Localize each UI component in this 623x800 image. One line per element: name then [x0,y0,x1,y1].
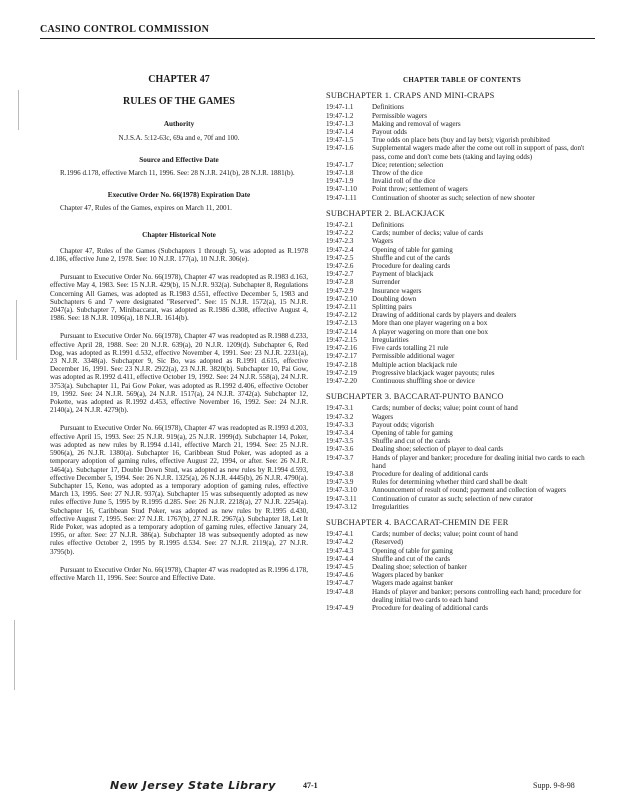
toc-entry [326,377,598,385]
toc-entry [326,486,598,494]
section-number: 19:47-4.3 [326,546,354,555]
section-number: 19:47-2.18 [326,360,357,369]
toc-subchapter [326,519,598,612]
section-title: Cards; number of decks; value; point count of hand [372,530,518,539]
section-number: 19:47-3.12 [326,502,357,511]
section-title: Irregularities [372,335,409,344]
toc-entry [326,563,598,571]
toc-entry [326,495,598,503]
section-number: 19:47-2.16 [326,344,357,353]
section-number: 19:47-2.10 [326,294,357,303]
section-title: Cards; number of decks; value; point count of hand [372,404,518,413]
section-number: 19:47-1.11 [326,193,357,202]
toc-entry [326,538,598,546]
toc-entry [326,470,598,478]
toc-entry [326,136,598,144]
toc-entry [326,421,598,429]
chapter-number: CHAPTER 47 [148,74,210,85]
section-title: Opening of table for gaming [372,546,453,555]
section-number: 19:47-3.10 [326,486,357,495]
toc-entry [326,177,598,185]
section-title: A player wagering on more than one box [372,327,489,336]
section-title: Five cards totalling 21 rule [372,344,449,353]
toc-entry [326,169,598,177]
margin-mark [18,90,19,130]
section-number: 19:47-3.11 [326,494,357,503]
authority-heading: Authority [163,120,195,129]
section-title: Making and removal of wagers [372,119,461,128]
toc-entry [326,369,598,377]
toc-body [326,92,598,612]
section-number: 19:47-1.10 [326,185,357,194]
toc-entry [326,161,598,169]
section-title: Payment of blackjack [372,270,434,279]
section-title: More than one player wagering on a box [372,319,488,328]
section-title: Shuffle and cut of the cards [372,253,451,262]
toc-entry [326,128,598,136]
toc-entry [326,254,598,262]
section-number: 19:47-4.1 [326,530,354,539]
section-number: 19:47-2.17 [326,352,357,361]
section-number: 19:47-4.4 [326,554,354,563]
toc-entry [326,445,598,453]
toc-entry [326,237,598,245]
left-column [50,76,308,592]
section-title: Continuation of shooter as such; selection of new shooter [372,193,535,202]
section-title: Cards; number of decks; value of cards [372,229,484,238]
toc-entry [326,112,598,120]
section-title: Wagers [372,412,394,421]
section-title: Progressive blackjack wager payouts; rules [372,368,495,377]
section-title: Permissible wagers [372,111,427,120]
section-number: 19:47-4.6 [326,571,354,580]
section-title: Continuation of curator as such; selection of new curator [372,494,534,503]
section-title: Splitting pairs [372,303,413,312]
section-title: Point throw; settlement of wagers [372,185,468,194]
history-paragraph: Pursuant to Executive Order No. 66(1978), Chapter 47 was readopted as R.1996 d.178, effective March 11, 1996. See: Source and Effective Date. [50,565,308,582]
section-title: Drawing of additional cards by players and dealers [372,311,517,320]
section-title: Supplemental wagers made after the come out roll in support of pass, don't pass, come and don't come bets (taking and laying odds) [372,144,585,161]
toc-entry [326,404,598,412]
toc-subchapter [326,393,598,511]
toc-entry [326,278,598,286]
expiration-heading: Executive Order No. 66(1978) Expiration Date [107,191,251,200]
toc-entry [326,144,598,160]
section-title: Shuffle and cut of the cards [372,437,451,446]
section-title: Continuous shuffling shoe or device [372,376,475,385]
supplement-date: Supp. 9-8-98 [533,781,575,790]
toc-subchapter [326,92,598,202]
section-number: 19:47-2.7 [326,270,354,279]
toc-entry [326,287,598,295]
section-title: Invalid roll of the dice [372,177,436,186]
toc-entry [326,437,598,445]
toc-subchapter [326,210,598,385]
subchapter-title: SUBCHAPTER 1. CRAPS AND MINI-CRAPS [326,91,495,101]
toc-entry [326,246,598,254]
subchapter-title: SUBCHAPTER 4. BACCARAT-CHEMIN DE FER [326,517,509,527]
history-paragraph: Pursuant to Executive Order No. 66(1978), Chapter 47 was readopted as R.1988 d.233, effective April 28, 1988. See: 20 N.J.R. 639(a), 20 N.J.R. 1209(d). Subchapter 6, Red Dog, was adopted as R.1991 d.532, effective November 4, 1991. See: 23 N.J.R. 2231(a), 23 N.J.R. 3348(a). Subchapter 9, Sic Bo, was adopted as R.1991 d.615, effective December 16, 1991. See: 23 N.J.R. 2922(a), 23 N.J.R. 3820(b). Subchapter 10, Pai Gow, was adopted as R.1992 d.411, effective October 19, 1992. See: 24 N.J.R. 558(a), 24 N.J.R. 3753(a). Subchapter 11, Pai Gow Poker, was adopted as R.1992 d.406, effective October 19, 1992. See: 24 N.J.R. 569(a), 24 N.J.R. 1517(a), 24 N.J.R. 3742(a). Subchapter 12, Pokette, was adopted as R.1992 d.453, effective November 16, 1992. See: 24 N.J.R. 2140(a), 24 N.J.R. 4279(b). [50,332,308,415]
toc-entry [326,336,598,344]
toc-entry [326,295,598,303]
source-text: R.1996 d.178, effective March 11, 1996. See: 28 N.J.R. 241(b), 28 N.J.R. 1881(b). [60,169,295,178]
section-title: Payout odds [372,128,407,137]
section-title: Procedure for dealing cards [372,262,451,271]
toc-entry [326,429,598,437]
section-title: Procedure for dealing of additional cards [372,603,489,612]
section-number: 19:47-2.9 [326,286,354,295]
section-number: 19:47-4.2 [326,538,354,547]
section-title: Hands of player and banker; procedure for dealing initial two cards to each hand [372,453,585,470]
section-title: Doubling down [372,294,417,303]
section-number: 19:47-2.1 [326,221,354,230]
toc-entry [326,555,598,563]
toc-entry [326,454,598,470]
section-number: 19:47-2.12 [326,311,357,320]
toc-entry [326,547,598,555]
margin-mark [14,620,15,690]
expiration-text: Chapter 47, Rules of the Games, expires on March 11, 2001. [60,204,232,213]
section-title: Wagers made against banker [372,579,454,588]
section-number: 19:47-3.5 [326,437,354,446]
section-number: 19:47-3.9 [326,478,354,487]
table-of-contents [326,76,598,620]
section-title: Surrender [372,278,400,287]
header-rule [40,38,595,39]
toc-entry [326,319,598,327]
section-number: 19:47-2.14 [326,327,357,336]
section-number: 19:47-1.8 [326,169,354,178]
toc-entry [326,194,598,202]
section-title: Dealing shoe; selection of banker [372,562,467,571]
toc-entry [326,571,598,579]
section-title: Opening of table for gaming [372,245,453,254]
toc-entry [326,588,598,604]
section-number: 19:47-2.3 [326,237,354,246]
section-number: 19:47-1.6 [326,144,354,153]
history-paragraph: Chapter 47, Rules of the Games (Subchapters 1 through 5), was adopted as R.1978 d.186, effective June 2, 1978. See: 10 N.J.R. 177(a), 10 N.J.R. 306(e). [50,246,308,264]
section-number: 19:47-2.11 [326,303,357,312]
history-paragraph: Pursuant to Executive Order No. 66(1978), Chapter 47 was readopted as R.1993 d.203, effective April 15, 1993. See: 25 N.J.R. 919(a), 25 N.J.R. 1999(d). Subchapter 14, Poker, was adopted as new rules by R.1994 d.141, effective March 21, 1994. See: 25 N.J.R. 5906(a), 26 N.J.R. 1380(a). Subchapter 16, Caribbean Stud Poker, was adopted as a temporary adoption of gaming rules, effective August 22, 1994, or after. See: 26 N.J.R. 3464(a). Subchapter 17, Double Down Stud, was adopted as new rules by R.1994 d.593, effective December 5, 1994. See: 26 N.J.R. 1325(a), 26 N.J.R. 4445(b), 26 N.J.R. 4790(a). Subchapter 15, Keno, was adopted as a temporary adoption of gaming rules, effective March 13, 1995. See: 27 N.J.R. 937(a). Subchapter 15 was subsequently adopted as new rules effective June 5, 1995 by R.1995 d.285. See: 26 N.J.R. 2218(a), 27 N.J.R. 2254(a). Subchapter 16, Caribbean Stud Poker, was adopted as new rules by R.1995 d.430, effective August 7, 1995. See: 27 N.J.R. 1767(b), 27 N.J.R. 2967(a). Subchapter 18, Let It Ride Poker, was adopted as a temporary adoption of gaming rules, effective January 24, 1995, or after. See: 27 N.J.R. 386(a). Subchapter 18 was subsequently adopted as new rules effective October 2, 1995 by R.1995 d.534. See: 27 N.J.R. 2119(a), 27 N.J.R. 3795(b). [50,424,308,556]
section-number: 19:47-2.4 [326,245,354,254]
toc-entry [326,262,598,270]
section-number: 19:47-2.8 [326,278,354,287]
toc-entry [326,579,598,587]
history-heading: Chapter Historical Note [142,230,216,239]
authority-text: N.J.S.A. 5:12-63c, 69a and e, 70f and 100. [118,133,240,142]
section-number: 19:47-1.4 [326,128,354,137]
library-stamp: New Jersey State Library [110,779,276,792]
toc-entry [326,120,598,128]
section-number: 19:47-3.3 [326,420,354,429]
section-title: Opening of table for gaming [372,428,453,437]
toc-entry [326,413,598,421]
section-number: 19:47-4.8 [326,587,354,596]
section-number: 19:47-3.4 [326,428,354,437]
section-number: 19:47-1.2 [326,111,354,120]
section-title: True odds on place bets (buy and lay bets); vigorish prohibited [372,136,550,145]
history-paragraph: Pursuant to Executive Order No. 66(1978), Chapter 47 was readopted as R.1983 d.163, effective May 4, 1983. See: 15 N.J.R. 429(b), 15 N.J.R. 932(a). Subchapter 8, Regulations Concerning All Games, was adopted as R.1983 d.551, effective December 5, 1983 and Subchapters 6 and 7 were designated "Reserved". See: 15 N.J.R. 1572(a), 15 N.J.R. 2047(a). Subchapter 7, Minibaccarat, was adopted as R.1986 d.308, effective August 4, 1986. See: 18 N.J.R. 1096(a), 18 N.J.R. 1614(b). [50,273,308,323]
toc-entry [326,221,598,229]
section-number: 19:47-3.2 [326,412,354,421]
toc-entry [326,352,598,360]
section-number: 19:47-2.20 [326,376,357,385]
toc-entry [326,530,598,538]
section-title: Rules for determining whether third card shall be dealt [372,478,528,487]
toc-entry [326,344,598,352]
history-notes [50,247,308,582]
section-title: Definitions [372,103,404,112]
toc-entry [326,478,598,486]
section-number: 19:47-2.15 [326,335,357,344]
toc-entry [326,604,598,612]
section-title: Dealing shoe; selection of player to deal cards [372,445,503,454]
section-number: 19:47-1.5 [326,136,354,145]
section-number: 19:47-3.7 [326,453,354,462]
toc-entry [326,503,598,511]
running-header: CASINO CONTROL COMMISSION [40,24,210,35]
section-number: 19:47-3.8 [326,469,354,478]
toc-entry [326,270,598,278]
section-number: 19:47-1.9 [326,177,354,186]
section-title: Wagers [372,237,394,246]
margin-mark [16,300,17,360]
section-number: 19:47-4.9 [326,603,354,612]
toc-entry [326,229,598,237]
section-number: 19:47-1.7 [326,160,354,169]
section-title: Throw of the dice [372,169,423,178]
section-title: Wagers placed by banker [372,571,444,580]
toc-entry [326,361,598,369]
section-title: (Reserved) [372,538,404,547]
section-title: Permissible additional wager [372,352,455,361]
page-number: 47-1 [303,781,318,790]
section-title: Procedure for dealing of additional cards [372,469,489,478]
toc-entry [326,303,598,311]
section-number: 19:47-2.6 [326,262,354,271]
subchapter-title: SUBCHAPTER 3. BACCARAT-PUNTO BANCO [326,392,504,402]
section-number: 19:47-2.5 [326,253,354,262]
section-title: Definitions [372,221,404,230]
section-title: Announcement of result of round; payment and collection of wagers [372,486,567,495]
section-number: 19:47-1.1 [326,103,354,112]
section-title: Shuffle and cut of the cards [372,554,451,563]
toc-entry [326,185,598,193]
section-number: 19:47-3.6 [326,445,354,454]
section-number: 19:47-1.3 [326,119,354,128]
subchapter-title: SUBCHAPTER 2. BLACKJACK [326,208,445,218]
section-title: Hands of player and banker; persons controlling each hand; procedure for dealing initial two cards to each hand [372,587,582,604]
section-title: Dice; retention; selection [372,160,444,169]
source-heading: Source and Effective Date [139,155,219,164]
toc-entry [326,328,598,336]
chapter-title: RULES OF THE GAMES [123,96,235,108]
section-number: 19:47-3.1 [326,404,354,413]
section-number: 19:47-2.19 [326,368,357,377]
section-number: 19:47-2.2 [326,229,354,238]
toc-title: CHAPTER TABLE OF CONTENTS [402,76,522,84]
section-number: 19:47-4.5 [326,562,354,571]
toc-entry [326,311,598,319]
toc-entry [326,103,598,111]
section-title: Multiple action blackjack rule [372,360,458,369]
section-title: Irregularities [372,502,409,511]
section-number: 19:47-2.13 [326,319,357,328]
section-title: Payout odds; vigorish [372,420,434,429]
section-title: Insurance wagers [372,286,422,295]
section-number: 19:47-4.7 [326,579,354,588]
